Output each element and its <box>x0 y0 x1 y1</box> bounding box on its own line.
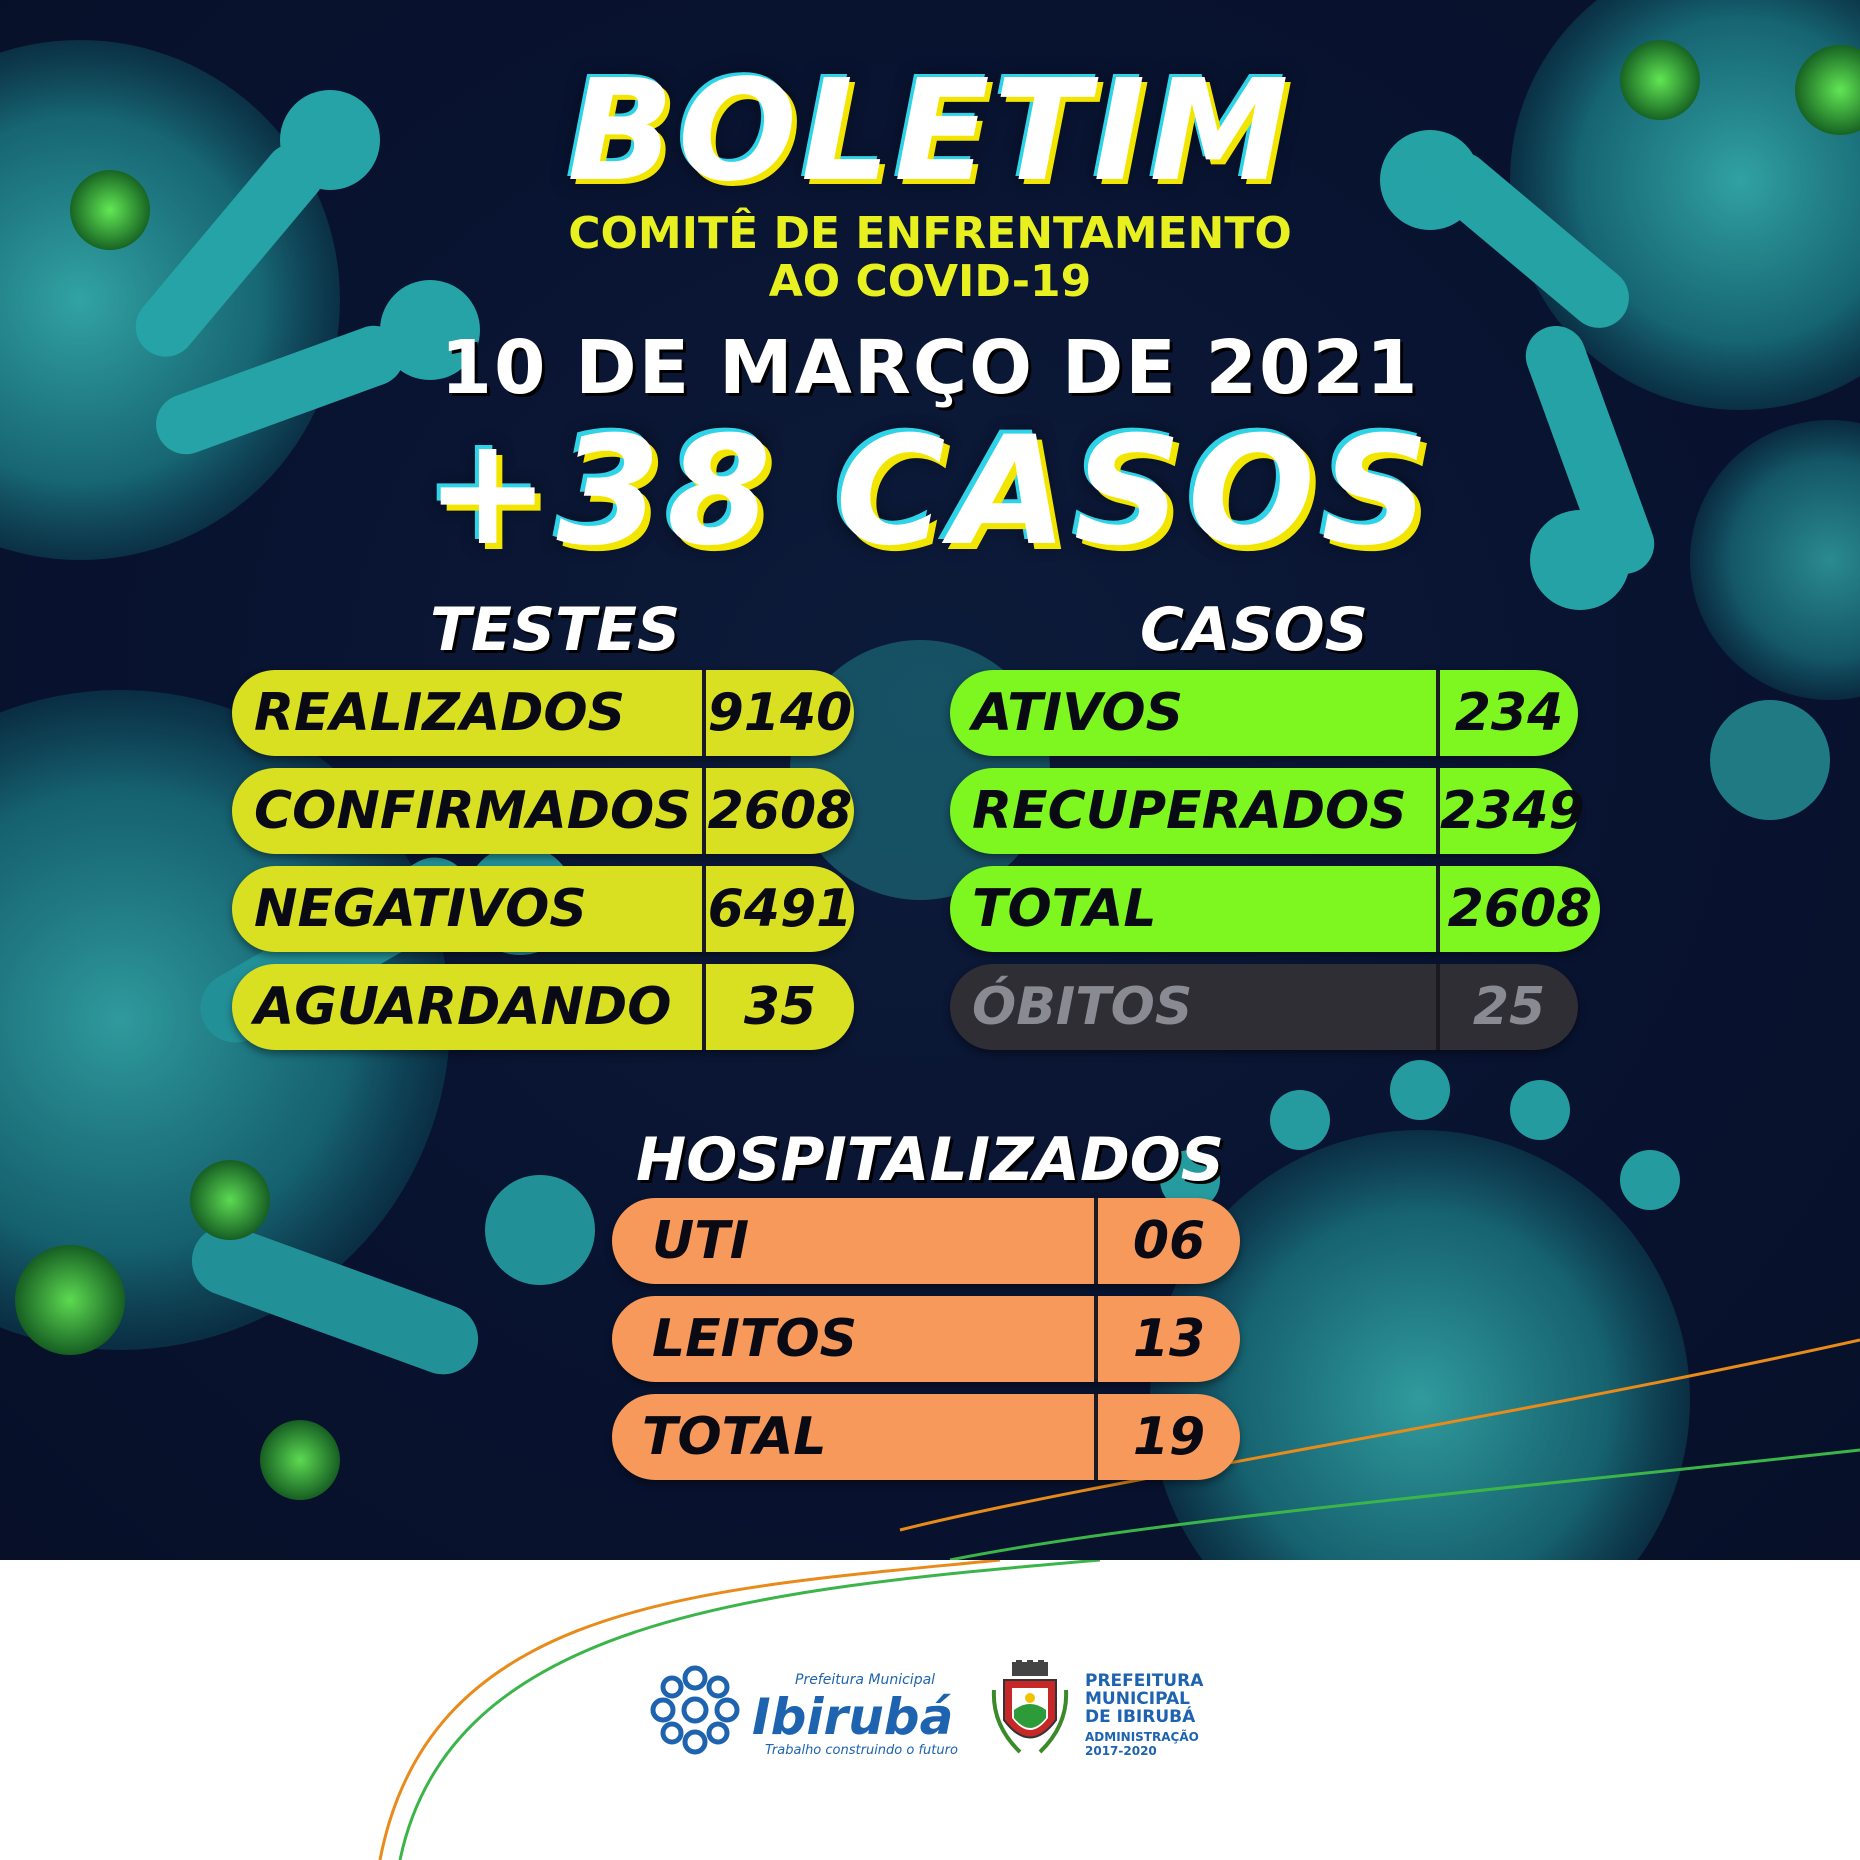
row-value: 6491 <box>707 879 853 939</box>
testes-section-title: TESTES <box>430 595 681 665</box>
hosp-row-uti <box>612 1198 1240 1284</box>
row-value: 06 <box>1132 1211 1206 1271</box>
casos-row-ativos <box>950 670 1578 756</box>
bulletin-title: BOLETIM <box>567 50 1293 213</box>
coat-of-arms-icon <box>990 1660 1070 1760</box>
row-label: ATIVOS <box>972 683 1184 743</box>
logo2-line5: 2017-2020 <box>1085 1744 1157 1758</box>
casos-row-recuperados <box>950 768 1585 854</box>
logo1-prefeitura-label: Prefeitura Municipal <box>795 1672 936 1688</box>
testes-row-realizados <box>232 670 854 756</box>
row-label: CONFIRMADOS <box>254 781 692 841</box>
row-value: 9140 <box>707 683 853 743</box>
logo2-line4: ADMINISTRAÇÃO <box>1085 1730 1199 1744</box>
row-value: 25 <box>1472 977 1546 1037</box>
hosp-row-leitos <box>612 1296 1240 1382</box>
logo2-line3: DE IBIRUBÁ <box>1085 1707 1196 1727</box>
hosp-row-total <box>612 1394 1240 1480</box>
row-value: 13 <box>1132 1309 1206 1369</box>
new-cases-headline: +38 CASOS <box>424 405 1436 579</box>
logo2-line1: PREFEITURA <box>1085 1671 1204 1691</box>
row-label: AGUARDANDO <box>254 977 672 1037</box>
row-value: 2349 <box>1440 781 1585 841</box>
logo1-city-name: Ibirubá <box>752 1688 954 1746</box>
row-label: NEGATIVOS <box>254 879 587 939</box>
row-label: REALIZADOS <box>254 683 626 743</box>
logo2-line2: MUNICIPAL <box>1085 1689 1190 1709</box>
hospitalizados-section-title: HOSPITALIZADOS <box>636 1125 1224 1195</box>
committee-subtitle-line2: AO COVID-19 <box>768 256 1092 307</box>
ibiruba-flower-logo <box>650 1660 740 1760</box>
logo1-slogan: Trabalho construindo o futuro <box>765 1743 958 1758</box>
casos-section-title: CASOS <box>1140 595 1368 665</box>
testes-row-negativos <box>232 866 854 952</box>
row-label: LEITOS <box>652 1309 858 1369</box>
casos-row-total <box>950 866 1600 952</box>
row-label: ÓBITOS <box>972 977 1193 1037</box>
testes-row-aguardando <box>232 964 854 1050</box>
row-value: 2608 <box>707 781 853 841</box>
row-label: RECUPERADOS <box>972 781 1407 841</box>
bulletin-date: 10 DE MARÇO DE 2021 <box>440 325 1420 411</box>
row-label: TOTAL <box>972 879 1157 939</box>
testes-row-confirmados <box>232 768 854 854</box>
row-value: 35 <box>743 977 817 1037</box>
casos-row-obitos <box>950 964 1578 1050</box>
row-label: TOTAL <box>642 1407 827 1467</box>
row-value: 2608 <box>1447 879 1593 939</box>
committee-subtitle-line1: COMITÊ DE ENFRENTAMENTO <box>568 208 1292 259</box>
row-label: UTI <box>652 1211 750 1271</box>
row-value: 19 <box>1132 1407 1206 1467</box>
row-value: 234 <box>1454 683 1564 743</box>
